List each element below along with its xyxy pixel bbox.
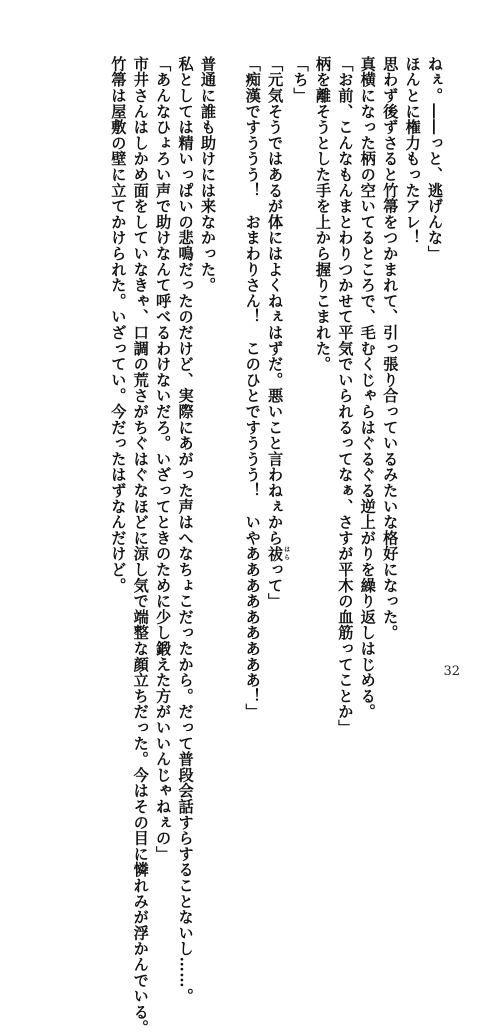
blank-line (219, 56, 241, 656)
page-number: 32 (443, 664, 460, 679)
text-line: 「お前、こんなもんまとわりつかせて平気でいられるってなぁ、さすが平木の血筋ってことか」 (336, 56, 355, 736)
ruby-annotation: 祓はら (266, 545, 290, 562)
text-line: 柄を離そうとした手を上から握りこまれた。 (313, 56, 332, 372)
text-line: 「ち」 (291, 56, 310, 104)
text-line: 竹箒は屋敷の壁に立てかけられた。いざってい。今だったはずなんだけど。 (109, 56, 128, 594)
text-line: 真横になった柄の空いてるところで、毛むくじゃらはぐるぐる逆上がりを繰り返しはじめる。 (358, 56, 377, 720)
text-line: 普通に誰も助けには来なかった。 (198, 56, 217, 293)
text-line: ねぇ。――っと、逃げんな」 (426, 56, 444, 262)
text-line: 思わず後ずさると竹箒をつかまれて、引っ張り合っているみたいな格好になった。 (381, 56, 400, 641)
text-line: 「あんなひょろい声で助けなんて呼べるわけないだろ。いざってときのために少し鍛えた方がいいんじゃねぇの」 (154, 56, 173, 862)
vertical-text-block (107, 56, 446, 1036)
text-line: 「痴漢ですううう！ おまわりさん！ このひとですううう！ いやあああああああああ！」 (243, 56, 262, 720)
text-line: 市井さんはしかめ面をしていなきゃ、口調の荒さがちぐはぐなほどに涼し気で端整な顔立ちだった。今はその目に憐れみが浮かんでいる。 (131, 56, 150, 1036)
text-line: 「元気そうではあるが体にはよくねぇはずだ。悪いこと言わねぇから祓はらって」 (266, 56, 290, 610)
text-line: 私としては精いっぱいの悲鳴だったのだけど、実際にあがった声はへなちょこだったから。だって普段会話すらすることないし……。 (176, 56, 195, 1004)
text-line: ほんとに権力もったアレ！ (403, 56, 422, 246)
